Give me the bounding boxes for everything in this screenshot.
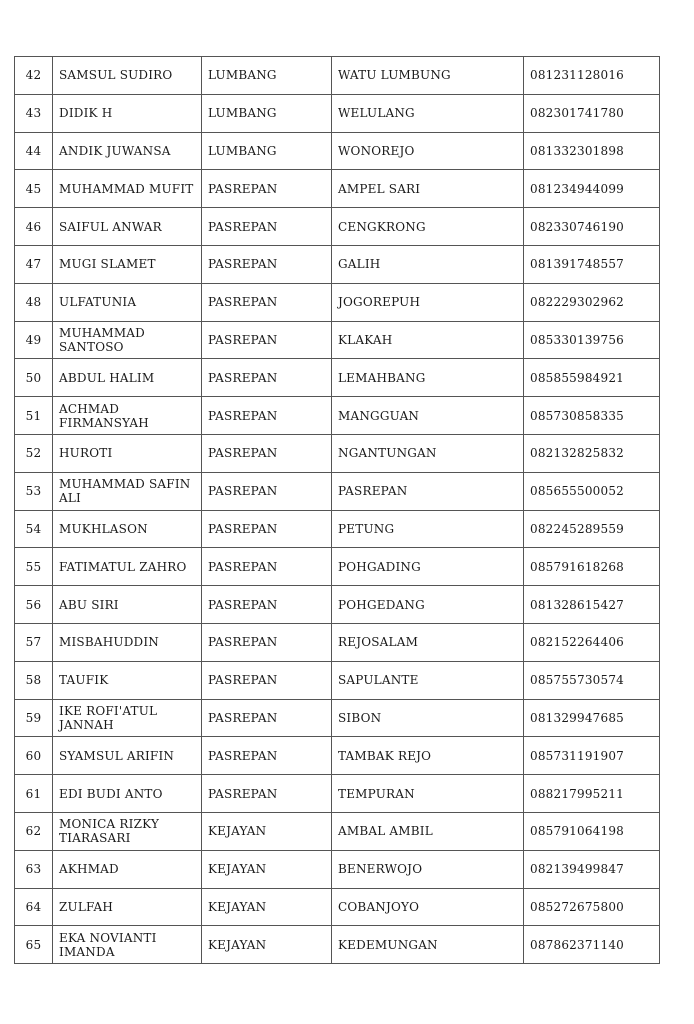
table-row — [15, 850, 660, 888]
district-cell: PASREPAN — [202, 321, 332, 359]
row-number-cell: 58 — [15, 661, 53, 699]
district-cell: PASREPAN — [202, 623, 332, 661]
name-cell: AKHMAD — [53, 850, 202, 888]
phone-cell: 082132825832 — [524, 434, 660, 472]
name-cell: MISBAHUDDIN — [53, 623, 202, 661]
name-cell: ANDIK JUWANSA — [53, 132, 202, 170]
name-cell: SAIFUL ANWAR — [53, 208, 202, 246]
phone-cell: 085730858335 — [524, 397, 660, 435]
row-number-cell: 59 — [15, 699, 53, 737]
phone-cell: 082330746190 — [524, 208, 660, 246]
table-row — [15, 737, 660, 775]
table-row — [15, 208, 660, 246]
row-number-cell: 51 — [15, 397, 53, 435]
phone-cell: 085272675800 — [524, 888, 660, 926]
row-number-cell: 53 — [15, 472, 53, 510]
district-cell: LUMBANG — [202, 132, 332, 170]
row-number-cell: 50 — [15, 359, 53, 397]
table-row — [15, 510, 660, 548]
row-number-cell: 55 — [15, 548, 53, 586]
district-cell: PASREPAN — [202, 472, 332, 510]
row-number-cell: 45 — [15, 170, 53, 208]
row-number-cell: 56 — [15, 586, 53, 624]
phone-cell: 081328615427 — [524, 586, 660, 624]
phone-cell: 085731191907 — [524, 737, 660, 775]
name-cell: MUHAMMAD SANTOSO — [53, 321, 202, 359]
table-row — [15, 472, 660, 510]
name-cell: MUHAMMAD MUFIT — [53, 170, 202, 208]
village-cell: BENERWOJO — [332, 850, 524, 888]
table-row — [15, 775, 660, 813]
district-cell: KEJAYAN — [202, 926, 332, 964]
table-row — [15, 623, 660, 661]
district-cell: PASREPAN — [202, 548, 332, 586]
contact-table — [14, 56, 660, 964]
row-number-cell: 52 — [15, 434, 53, 472]
table-row — [15, 57, 660, 95]
table-row — [15, 170, 660, 208]
district-cell: PASREPAN — [202, 661, 332, 699]
district-cell: PASREPAN — [202, 699, 332, 737]
name-cell: ZULFAH — [53, 888, 202, 926]
row-number-cell: 57 — [15, 623, 53, 661]
district-cell: LUMBANG — [202, 94, 332, 132]
row-number-cell: 60 — [15, 737, 53, 775]
table-row — [15, 888, 660, 926]
village-cell: POHGEDANG — [332, 586, 524, 624]
district-cell: KEJAYAN — [202, 812, 332, 850]
village-cell: AMBAL AMBIL — [332, 812, 524, 850]
table-row — [15, 661, 660, 699]
phone-cell: 085791618268 — [524, 548, 660, 586]
district-cell: PASREPAN — [202, 434, 332, 472]
district-cell: PASREPAN — [202, 775, 332, 813]
table-row — [15, 926, 660, 964]
row-number-cell: 64 — [15, 888, 53, 926]
row-number-cell: 47 — [15, 245, 53, 283]
phone-cell: 081391748557 — [524, 245, 660, 283]
village-cell: GALIH — [332, 245, 524, 283]
phone-cell: 081231128016 — [524, 57, 660, 95]
name-cell: EDI BUDI ANTO — [53, 775, 202, 813]
table-row — [15, 699, 660, 737]
row-number-cell: 42 — [15, 57, 53, 95]
table-row — [15, 94, 660, 132]
village-cell: TAMBAK REJO — [332, 737, 524, 775]
village-cell: PETUNG — [332, 510, 524, 548]
village-cell: NGANTUNGAN — [332, 434, 524, 472]
phone-cell: 082245289559 — [524, 510, 660, 548]
village-cell: KEDEMUNGAN — [332, 926, 524, 964]
row-number-cell: 62 — [15, 812, 53, 850]
village-cell: WONOREJO — [332, 132, 524, 170]
phone-cell: 085330139756 — [524, 321, 660, 359]
name-cell: HUROTI — [53, 434, 202, 472]
phone-cell: 088217995211 — [524, 775, 660, 813]
table-row — [15, 586, 660, 624]
phone-cell: 085855984921 — [524, 359, 660, 397]
district-cell: KEJAYAN — [202, 888, 332, 926]
district-cell: PASREPAN — [202, 586, 332, 624]
name-cell: MONICA RIZKY TIARASARI — [53, 812, 202, 850]
phone-cell: 082152264406 — [524, 623, 660, 661]
phone-cell: 081234944099 — [524, 170, 660, 208]
name-cell: ABU SIRI — [53, 586, 202, 624]
document-page — [14, 56, 659, 964]
table-row — [15, 812, 660, 850]
village-cell: PASREPAN — [332, 472, 524, 510]
row-number-cell: 63 — [15, 850, 53, 888]
name-cell: SYAMSUL ARIFIN — [53, 737, 202, 775]
district-cell: KEJAYAN — [202, 850, 332, 888]
table-row — [15, 321, 660, 359]
village-cell: WELULANG — [332, 94, 524, 132]
name-cell: EKA NOVIANTI IMANDA — [53, 926, 202, 964]
name-cell: DIDIK H — [53, 94, 202, 132]
phone-cell: 082301741780 — [524, 94, 660, 132]
name-cell: TAUFIK — [53, 661, 202, 699]
row-number-cell: 61 — [15, 775, 53, 813]
district-cell: PASREPAN — [202, 208, 332, 246]
village-cell: KLAKAH — [332, 321, 524, 359]
phone-cell: 081332301898 — [524, 132, 660, 170]
village-cell: WATU LUMBUNG — [332, 57, 524, 95]
village-cell: JOGOREPUH — [332, 283, 524, 321]
table-row — [15, 283, 660, 321]
row-number-cell: 44 — [15, 132, 53, 170]
row-number-cell: 48 — [15, 283, 53, 321]
table-row — [15, 245, 660, 283]
district-cell: PASREPAN — [202, 737, 332, 775]
table-row — [15, 434, 660, 472]
village-cell: AMPEL SARI — [332, 170, 524, 208]
name-cell: MUHAMMAD SAFIN ALI — [53, 472, 202, 510]
district-cell: PASREPAN — [202, 245, 332, 283]
village-cell: LEMAHBANG — [332, 359, 524, 397]
district-cell: LUMBANG — [202, 57, 332, 95]
district-cell: PASREPAN — [202, 510, 332, 548]
village-cell: POHGADING — [332, 548, 524, 586]
village-cell: SAPULANTE — [332, 661, 524, 699]
village-cell: COBANJOYO — [332, 888, 524, 926]
district-cell: PASREPAN — [202, 170, 332, 208]
district-cell: PASREPAN — [202, 359, 332, 397]
table-body — [15, 57, 660, 964]
village-cell: CENGKRONG — [332, 208, 524, 246]
table-row — [15, 359, 660, 397]
village-cell: SIBON — [332, 699, 524, 737]
row-number-cell: 43 — [15, 94, 53, 132]
village-cell: MANGGUAN — [332, 397, 524, 435]
phone-cell: 081329947685 — [524, 699, 660, 737]
phone-cell: 085755730574 — [524, 661, 660, 699]
phone-cell: 082139499847 — [524, 850, 660, 888]
name-cell: FATIMATUL ZAHRO — [53, 548, 202, 586]
phone-cell: 082229302962 — [524, 283, 660, 321]
table-row — [15, 548, 660, 586]
name-cell: ACHMAD FIRMANSYAH — [53, 397, 202, 435]
phone-cell: 085791064198 — [524, 812, 660, 850]
name-cell: MUKHLASON — [53, 510, 202, 548]
table-row — [15, 132, 660, 170]
row-number-cell: 65 — [15, 926, 53, 964]
table-row — [15, 397, 660, 435]
phone-cell: 087862371140 — [524, 926, 660, 964]
village-cell: REJOSALAM — [332, 623, 524, 661]
phone-cell: 085655500052 — [524, 472, 660, 510]
name-cell: IKE ROFI'ATUL JANNAH — [53, 699, 202, 737]
name-cell: MUGI SLAMET — [53, 245, 202, 283]
district-cell: PASREPAN — [202, 283, 332, 321]
name-cell: SAMSUL SUDIRO — [53, 57, 202, 95]
row-number-cell: 49 — [15, 321, 53, 359]
name-cell: ABDUL HALIM — [53, 359, 202, 397]
row-number-cell: 54 — [15, 510, 53, 548]
name-cell: ULFATUNIA — [53, 283, 202, 321]
row-number-cell: 46 — [15, 208, 53, 246]
district-cell: PASREPAN — [202, 397, 332, 435]
village-cell: TEMPURAN — [332, 775, 524, 813]
